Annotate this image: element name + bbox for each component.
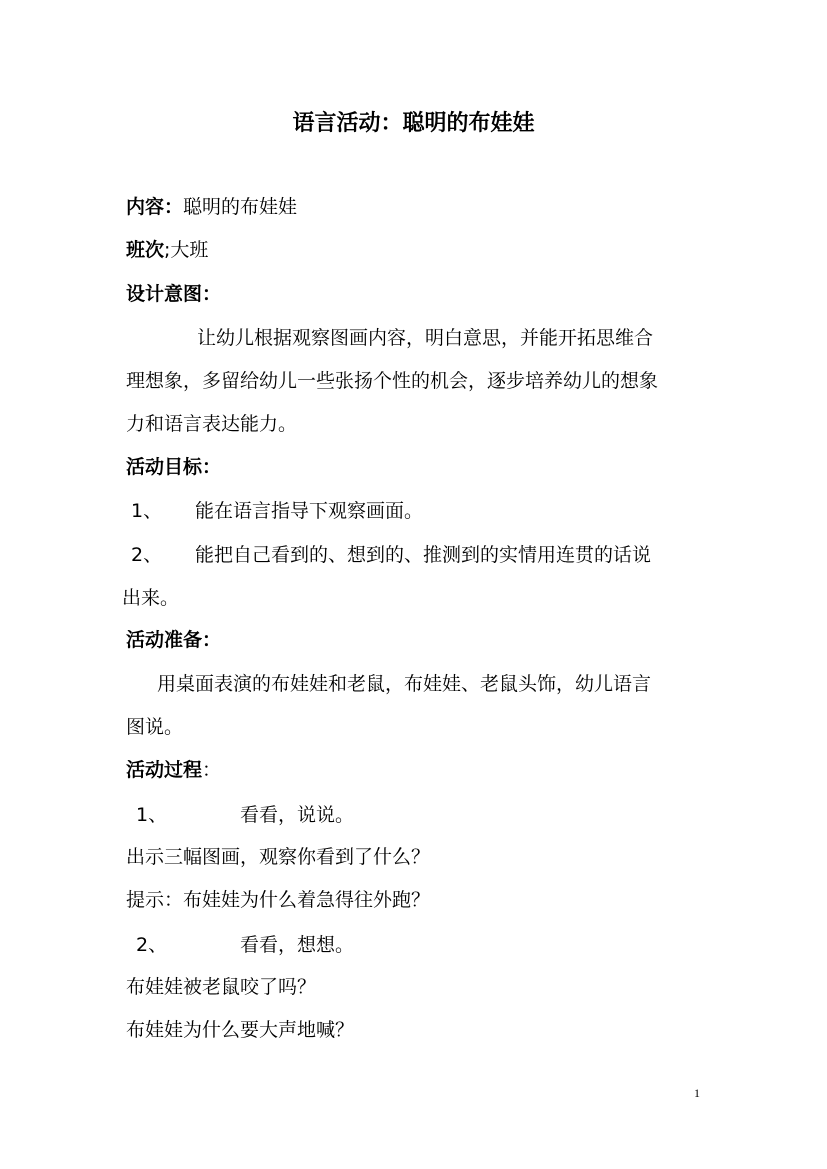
step-detail-line: 布娃娃被老鼠咬了吗？ (126, 976, 317, 998)
goal-number: 2、 (131, 544, 163, 566)
class-label: 班次 (126, 239, 165, 261)
step-detail-line: 出示三幅图画，观察你看到了什么？ (126, 846, 431, 868)
process-colon: ： (202, 759, 222, 781)
design-paragraph-line: 力和语言表达能力。 (126, 413, 298, 435)
step-detail-line: 布娃娃为什么要大声地喊？ (126, 1019, 355, 1041)
prep-paragraph-line: 用桌面表演的布娃娃和老鼠，布娃娃、老鼠头饰，幼儿语言 (157, 673, 652, 695)
goal-item (131, 543, 651, 567)
design-label: 设计意图： (126, 283, 222, 305)
process-step (136, 933, 354, 957)
document-title: 语言活动：聪明的布娃娃 (292, 111, 535, 136)
class-value: ;大班 (164, 239, 209, 261)
goal-item (131, 499, 423, 523)
design-paragraph-line: 理想象，多留给幼儿一些张扬个性的机会，逐步培养幼儿的想象 (126, 370, 659, 392)
page-number: 1 (694, 1086, 700, 1100)
process-step (136, 803, 354, 827)
step-detail-line: 提示：布娃娃为什么着急得往外跑？ (126, 889, 431, 911)
goals-label: 活动目标： (126, 456, 222, 478)
design-paragraph-line: 让幼儿根据观察图画内容，明白意思，并能开拓思维合 (197, 327, 654, 349)
step-number: 1、 (136, 804, 168, 826)
content-value: 聪明的布娃娃 (183, 196, 298, 218)
step-text: 看看，说说。 (240, 804, 355, 826)
goal-text: 能在语言指导下观察画面。 (195, 500, 424, 522)
prep-label: 活动准备： (126, 629, 222, 651)
content-line (126, 195, 297, 219)
prep-paragraph-line: 图说。 (126, 716, 184, 738)
step-text: 看看，想想。 (240, 934, 355, 956)
class-line (126, 238, 208, 262)
content-label: 内容： (126, 196, 184, 218)
goal-continuation: 出来。 (122, 587, 180, 609)
goal-text: 能把自己看到的、想到的、推测到的实情用连贯的话说 (195, 544, 652, 566)
process-line (126, 758, 221, 782)
process-label: 活动过程 (126, 759, 203, 781)
step-number: 2、 (136, 934, 168, 956)
goal-number: 1、 (131, 500, 163, 522)
